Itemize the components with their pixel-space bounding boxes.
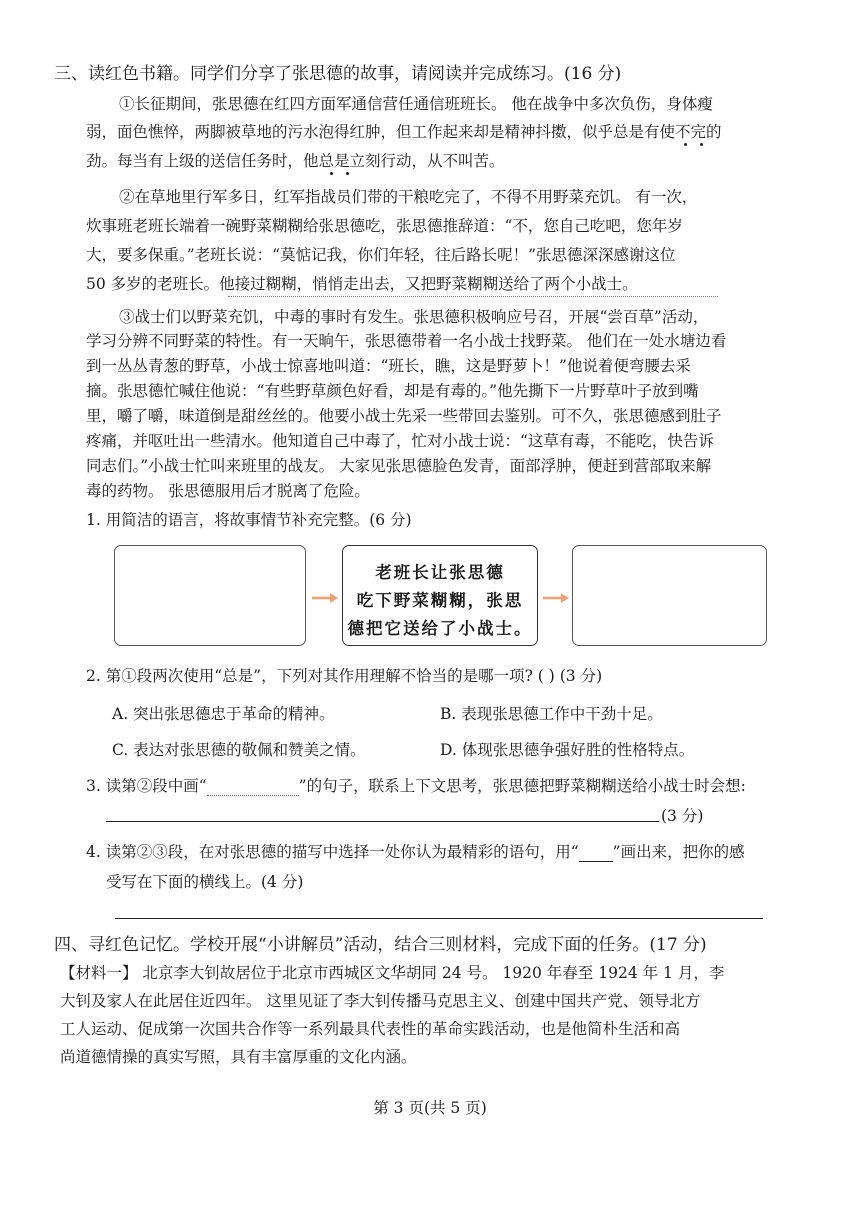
question-3-score: (3 分) [661,807,704,825]
material1-line-3: 工人运动、促成第一次国共合作等一系列最具代表性的革命实践活动，也是他简朴生活和高 [60,1020,681,1038]
p3-line-8: 毒的药物。 张思德服用后才脱离了危险。 [86,482,370,500]
arrow-right-icon [542,591,570,605]
p3-line-1: ③战士们以野菜充饥，中毒的事时有发生。张思德积极响应号召，开展“尝百草”活动， [119,308,709,326]
question-3-post: ”的句子，联系上下文思考，张思德把野菜糊糊送给小战士时会想: [298,777,746,795]
question-3-pre: 3. 读第②段中画“ [86,777,207,795]
p1-line-3: 劲。每当有上级的送信任务时，他总是立刻行动，从不叫苦。 [86,152,505,170]
question-3 [86,776,746,796]
question-2: 2. 第①段两次使用“总是”，下列对其作用理解不恰当的是哪一项? ( ) (3 分) [86,667,603,685]
option-c[interactable]: C. 表达对张思德的敬佩和赞美之情。 [112,741,366,759]
page-footer: 第 3 页(共 5 页) [373,1099,487,1117]
p3-line-6: 疼痛，并呕吐出一些清水。他知道自己中毒了，忙对小战士说：“这草有毒，不能吃，快告诉 [86,432,714,450]
answer-line-q4[interactable] [115,918,763,919]
question-4-pre: 4. 读第②③段，在对张思德的描写中选择一处你认为最精彩的语句，用“ [86,843,579,861]
p3-line-4: 摘。张思德忙喊住他说：“有些野草颜色好看，却是有毒的。”他先撕下一片野草叶子放到嘴 [86,382,699,400]
question-1: 1. 用简洁的语言，将故事情节补充完整。(6 分) [86,511,412,529]
p1-line-2: 弱，面色憔悴，两脚被草地的污水泡得红肿，但工作起来却是精神抖擞，似乎总是有使不完的 [86,123,722,141]
wavy-underline [228,292,718,297]
question-4-line-2: 受写在下面的横线上。(4 分) [106,873,304,891]
option-b[interactable]: B. 表现张思德工作中干劲十足。 [440,705,663,723]
question-4 [86,842,745,862]
plot-box-line-3: 德把它送给了小战士。 [347,619,533,638]
p1-line-1: ①长征期间，张思德在红四方面军通信营任通信班班长。 他在战争中多次负伤，身体瘦 [119,95,713,113]
p3-line-5: 里，嚼了嚼，味道倒是甜丝丝的。他要小战士先采一些带回去鉴别。可不久，张思德感到肚子 [86,407,722,425]
plot-box-middle [342,545,538,646]
p2-line-1: ②在草地里行军多日，红军指战员们带的干粮吃完了，不得不用野菜充饥。 有一次， [119,188,698,206]
material1-line-1: 【材料一】 北京李大钊故居位于北京市西城区文华胡同 24 号。 1920 年春至 1924 年 1 月，李 [60,964,725,982]
p2-line-4: 50 多岁的老班长。他接过糊糊，悄悄走出去，又把野菜糊糊送给了两个小战士。 [86,275,638,293]
option-d[interactable]: D. 体现张思德争强好胜的性格特点。 [440,741,695,759]
wavy-line-sample [207,781,299,796]
arrow-right-icon [311,591,339,605]
answer-line-q3[interactable] [106,821,659,822]
underline-sample [579,847,613,862]
emphasis-dot [700,143,703,146]
answer-box-3[interactable] [572,545,767,646]
question-4-post: ”画出来，把你的感 [612,843,745,861]
p2-line-3: 大，要多保重。”老班长说：“莫惦记我，你们年轻，往后路长呢！”张思德深深感谢这位 [86,246,676,264]
p2-line-2: 炊事班老班长端着一碗野菜糊糊给张思德吃，张思德推辞道：“不，您自己吃吧，您年岁 [86,217,683,235]
emphasis-dot [346,172,349,175]
option-a[interactable]: A. 突出张思德忠于革命的精神。 [112,705,335,723]
emphasis-dot [330,172,333,175]
material1-line-4: 尚道德情操的真实写照，具有丰富厚重的文化内涵。 [60,1048,417,1066]
plot-box-line-2: 吃下野菜糊糊，张思 [356,591,524,610]
section4-heading: 四、寻红色记忆。学校开展“小讲解员”活动，结合三则材料，完成下面的任务。(17 分) [54,935,707,955]
emphasis-dot [684,143,687,146]
p3-line-2: 学习分辨不同野菜的特性。有一天晌午，张思德带着一名小战士找野菜。 他们在一处水塘边看 [86,332,727,350]
answer-box-1[interactable] [114,545,306,646]
plot-box-line-1: 老班长让张思德 [375,563,505,582]
p3-line-7: 同志们。”小战士忙叫来班里的战友。 大家见张思德脸色发青，面部浮肿，便赶到营部取来解 [86,457,712,475]
p3-line-3: 到一丛丛青葱的野草，小战士惊喜地叫道：“班长，瞧，这是野萝卜！”他说着便弯腰去采 [86,357,691,375]
section3-heading: 三、读红色书籍。同学们分享了张思德的故事，请阅读并完成练习。(16 分) [54,64,622,84]
material1-line-2: 大钊及家人在此居住近四年。 这里见证了李大钊传播马克思主义、创建中国共产党、领导北方 [60,992,701,1010]
